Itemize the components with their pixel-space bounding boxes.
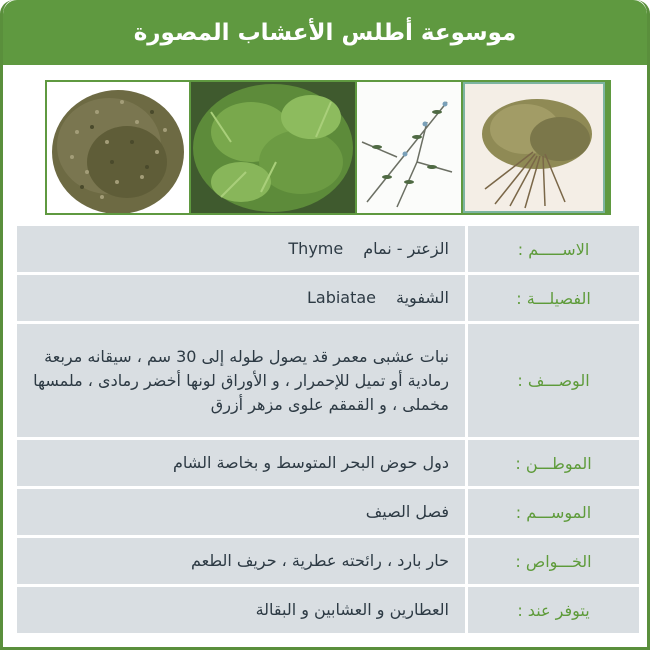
row-family xyxy=(17,275,639,321)
habitat-value: دول حوض البحر المتوسط و بخاصة الشام xyxy=(17,440,465,486)
page-title: موسوعة أطلس الأعشاب المصورة xyxy=(133,19,517,46)
row-availability xyxy=(17,587,639,633)
family-label: الفصيلـــة : xyxy=(468,275,639,321)
habitat-label: الموطـــن : xyxy=(468,440,639,486)
thyme-bush-photo xyxy=(191,82,355,213)
description-value: نبات عشبى معمر قد يصول طوله إلى 30 سم ، سيقانه مربعة رمادية أو تميل للإحمرار ، و الأوراق لونها أخضر رمادى ، ملمسها مخملى ، و القمقم علوى مزهر أزرق xyxy=(17,324,465,437)
row-habitat xyxy=(17,440,639,486)
description-label: الوصـــف : xyxy=(468,324,639,437)
family-arabic: الشفوية xyxy=(396,288,449,307)
availability-value: العطارين و العشابين و البقالة xyxy=(17,587,465,633)
row-description xyxy=(17,324,639,437)
dried-thyme-bundle-photo xyxy=(463,82,605,213)
herb-info-table xyxy=(17,226,639,636)
name-value xyxy=(17,226,465,272)
properties-value: حار بارد ، رائحته عطرية ، حريف الطعم xyxy=(17,538,465,584)
family-value xyxy=(17,275,465,321)
family-latin: Labiatae xyxy=(306,288,377,307)
image-strip xyxy=(45,80,611,215)
header-bar xyxy=(3,0,647,65)
season-label: الموســـم : xyxy=(468,489,639,535)
season-value: فصل الصيف xyxy=(17,489,465,535)
name-arabic: الزعتر - نمام xyxy=(363,239,449,258)
flowering-thyme-sprig-photo xyxy=(357,82,461,213)
name-label: الاســـــم : xyxy=(468,226,639,272)
dried-thyme-leaves-photo xyxy=(47,82,189,213)
name-latin: Thyme xyxy=(288,239,344,258)
row-season xyxy=(17,489,639,535)
availability-label: يتوفر عند : xyxy=(468,587,639,633)
row-name xyxy=(17,226,639,272)
properties-label: الخـــواص : xyxy=(468,538,639,584)
row-properties xyxy=(17,538,639,584)
